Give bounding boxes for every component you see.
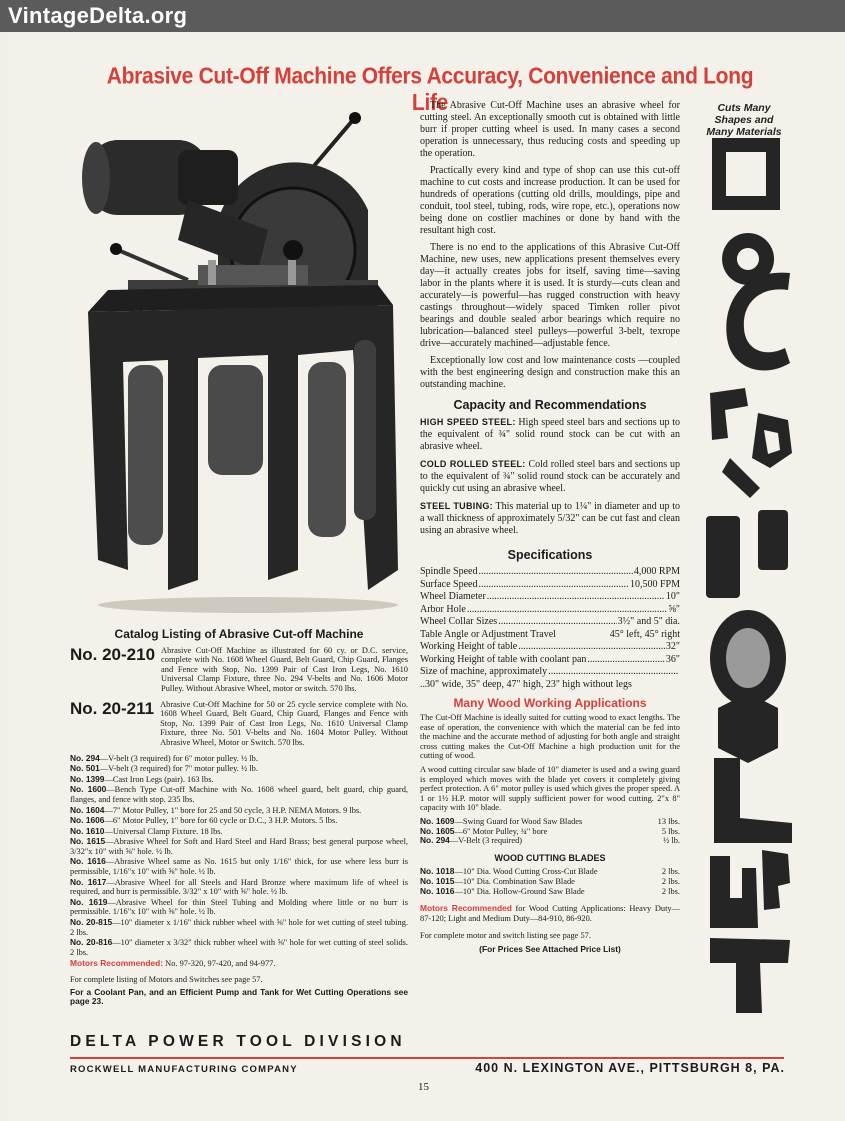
cutoff-machine-photo <box>68 100 404 620</box>
model-number: No. 20-210 <box>70 644 156 664</box>
specifications-heading: Specifications <box>507 548 593 562</box>
spec-row <box>420 641 680 654</box>
catalog-motors-recommended: Motors Recommended: No. 97-320, 97-420, and 94-977. <box>70 958 276 969</box>
t-section-shape <box>710 938 790 1013</box>
part-line: No. 1616—Abrasive Wheel same as No. 1615 but only 1/16" thick, for use where less burr is permissible, 1/16"x 10" with ⅝" hole. ½ lb. <box>70 856 409 877</box>
spec-label: Working Height of table <box>420 641 518 652</box>
specifications-table <box>420 566 680 691</box>
main-text-column <box>420 100 680 958</box>
division-title: DELTA POWER TOOL DIVISION <box>70 1033 406 1050</box>
capacity-item-text: This material up to 1¼" in diameter and up to a wall thickness of approximately 5/32" can be cut fast and clean using an abrasive wheel. <box>420 501 680 536</box>
side-caption-line-1: Cuts Many <box>717 102 771 114</box>
wood-blades-heading: WOOD CUTTING BLADES <box>494 852 606 863</box>
company-address: 400 N. LEXINGTON AVE., PITTSBURGH 8, PA. <box>475 1061 785 1075</box>
intro-paragraph-4: Exceptionally low cost and low maintenance costs —coupled with the best engineering design and construction make this an outstanding machine. <box>420 355 680 390</box>
blade-row: No. 1018 —10" Dia. Wood Cutting Cross-Cut Blade 2 lbs. <box>420 866 680 877</box>
flat-bar-shape-2 <box>758 510 788 570</box>
side-caption-line-3: Many Materials <box>706 126 782 138</box>
bracket-shape <box>710 388 748 440</box>
blade-row: No. 1015 —10" Dia. Combination Saw Blade 2 lbs. <box>420 875 680 886</box>
catalog-heading: Catalog Listing of Abrasive Cut-off Machine <box>114 627 364 641</box>
spec-label: Table Angle or Adjustment Travel <box>420 628 556 640</box>
spec-value: 10" <box>665 591 680 602</box>
sample-cut-shapes <box>700 138 798 1018</box>
spec-row <box>420 629 680 642</box>
catalog-model <box>70 700 408 748</box>
flat-bar-shape <box>706 516 740 598</box>
catalog-parts-list <box>70 754 408 958</box>
wood-paragraph-2: A wood cutting circular saw blade of 10" diameter is used and a swing guard is employed which moves with the blade yet covers it completely giving perfect protection. A 6" motor pulley is used which gives the proper speed. A 1 or 1½ H.P. motor will supply sufficient power for wood cutting. 2"x 8" capacity with 10" blade. <box>420 764 680 813</box>
part-line: No. 20-816—10" diameter x 3/32" thick rubber wheel with ⅝" hole for wet cutting of steel solids. 2 lbs. <box>70 937 408 957</box>
wood-parts-list <box>420 817 680 846</box>
part-line: No. 501—V-belt (3 required) for 7" motor pulley. ½ lb. <box>70 763 258 774</box>
model-description: Abrasive Cut-Off Machine for 50 or 25 cycle service complete with No. 1608 Wheel Guard, Belt Guard, Chip Guard, Flanges and Fence with Stop, No. 1399 Pair of Cast Iron Legs, No. 1610 Universal Clamp Fixture, three No. 501 V-belts and No. 1604 Motor Pulley. Without Abrasive Wheel, Motor or Switch. 570 lbs. <box>160 699 408 747</box>
spec-value: 45° left, 45° right <box>609 628 680 640</box>
spec-value: 10,500 FPM <box>629 578 680 590</box>
part-line: No. 1615—Abrasive Wheel for Soft and Hard Steel and Hard Brass; best general purpose wheel, 3/32"x 10" with ⅝" hole. ½ lb. <box>70 836 408 856</box>
spec-label: Working Height of table with coolant pan <box>420 653 587 665</box>
spec-value: 32" <box>665 641 680 652</box>
site-header-bar <box>0 0 845 32</box>
wood-working-section <box>420 713 680 954</box>
wood-working-heading: Many Wood Working Applications <box>453 696 647 710</box>
spec-row <box>420 579 680 592</box>
model-description: Abrasive Cut-Off Machine as illustrated for 60 cy. or D.C. service, complete with No. 1608 Wheel Guard, Belt Guard, Chip Guard, Flanges and Fence with Stop, No. 1399 Pair of Cast Iron Legs, No. 1610 Universal Clamp Fixture, three No. 294 V-belts and No. 1606 Motor Pulley. Without Abrasive Wheel, motor or switch. 570 lbs. <box>161 645 408 693</box>
capacity-item-lead: COLD ROLLED STEEL: <box>420 459 526 469</box>
spec-label: Wheel Collar Sizes <box>420 616 498 627</box>
spec-label: Wheel Diameter <box>420 591 486 602</box>
spec-row <box>420 666 680 679</box>
spec-label: Surface Speed <box>420 578 478 590</box>
nut-shape <box>752 413 792 468</box>
part-line: No. 294—V-belt (3 required) for 6" motor pulley. ½ lb. <box>70 752 258 763</box>
site-watermark[interactable]: VintageDelta.org <box>8 3 188 28</box>
spec-value: 3½" and 5" dia. <box>617 616 680 627</box>
wood-part-row: No. 1609 —Swing Guard for Wood Saw Blades 13 lbs. <box>420 815 680 826</box>
catalog-complete-listing: For complete listing of Motors and Switches see page 57. <box>70 975 263 984</box>
wood-part-row: No. 1605 —6" Motor Pulley, ¾" bore 5 lbs. <box>420 825 680 836</box>
capacity-heading: Capacity and Recommendations <box>453 398 647 412</box>
wood-complete-listing: For complete motor and switch listing see page 57. <box>420 931 591 941</box>
intro-paragraph-3: There is no end to the applications of this Abrasive Cut-Off Machine, new uses, new applications present themselves every day—it actually creates jobs for itself, saving time—saving labor in the plants where it is used. It is sturdy—cuts clean and accurately—is powerful—has rugged construction with heavy castings throughout—widely spaced Timken roller pivot bearings and double sealed arbor bearings which require no lubrication—balanced steel pulleys—powerful 3-belt, texrope drive—accurately machined—adjustable fence. <box>420 242 680 349</box>
part-line: No. 1619—Abrasive Wheel for thin Steel Tubing and Molding where little or no burr is permissible. 1/16"x 10" with ⅝" hole. ½ lb. <box>70 896 408 917</box>
gear-piece-shape <box>762 850 790 910</box>
capacity-item <box>420 416 680 453</box>
capacity-item <box>420 458 680 495</box>
capacity-item-text: High speed steel bars and sections up to the equivalent of ¾" solid round stock can be cut with an abrasive wheel. <box>420 417 680 452</box>
part-line: No. 1610—Universal Clamp Fixture. 18 lbs. <box>70 825 223 836</box>
spec-value: 36" <box>665 653 680 665</box>
l-angle-shape <box>714 758 792 843</box>
wood-motors-recommended: Motors Recommended for Wood Cutting Applications: Heavy Duty—87-120; Light and Medium Duty—84-910, 86-920. <box>420 903 680 923</box>
spec-row <box>420 566 680 579</box>
part-line: No. 1604—7" Motor Pulley, 1" bore for 25 and 50 cycle, 3 H.P. NEMA Motors. 9 lbs. <box>70 804 362 815</box>
page-headline: Abrasive Cut-Off Machine Offers Accuracy, Convenience and Long Life <box>106 63 754 116</box>
coolant-note: For a Coolant Pan, and an Efficient Pump and Tank for Wet Cutting Operations see page 23. <box>70 986 408 1007</box>
spec-row <box>420 591 680 604</box>
part-line: No. 1600—Bench Type Cut-off Machine with No. 1608 wheel guard, belt guard, chip guard, flanges, and fence with stop. 235 lbs. <box>70 784 408 804</box>
catalog-model <box>70 646 408 694</box>
blade-row: No. 1016 —10" Dia. Hollow-Ground Saw Blade 2 lbs. <box>420 885 680 896</box>
spec-row <box>420 654 680 667</box>
spec-label: Spindle Speed <box>420 566 478 577</box>
capacity-list <box>420 416 680 537</box>
spec-row <box>420 616 680 629</box>
spec-label: Arbor Hole <box>420 603 466 615</box>
capacity-item-text: Cold rolled steel bars and sections up to the equivalent of ¾" solid round stock can be accurately and quickly cut using an abrasive wheel. <box>420 459 680 494</box>
wood-paragraph-1: The Cut-Off Machine is ideally suited for cutting wood to exact lengths. The ease of operation, the convenience with which the material can be fed into the machine and the accurate method of adjusting for both angle and straight cross cutting makes the Cut-Off Machine a high production unit for the cutting of wood. <box>420 713 680 761</box>
spec-value: ⅝" <box>668 603 680 615</box>
wood-blades-list <box>420 867 680 896</box>
part-line: No. 1617—Abrasive Wheel for all Steels and Hard Bronze where maximum life of wheel is required, and burr is permissible. 3/32" x 10" with ⅝" hole. ½ lb. <box>70 876 408 897</box>
capacity-item-lead: HIGH SPEED STEEL: <box>420 417 516 427</box>
capacity-item-lead: STEEL TUBING: <box>420 501 493 511</box>
company-name: ROCKWELL MANUFACTURING COMPANY <box>70 1064 298 1075</box>
intro-paragraph-2: Practically every kind and type of shop can use this cut-off machine to cut costs and increase production. It can be used for hundreds of operations (cutting old drills, mouldings, pipe and conduit, tool steel, tubing, rods, wire rope, etc.), operations now being done on costlier machines or done by hand with the resultant high cost. <box>420 165 680 236</box>
side-caption-line-2: Shapes and <box>714 114 774 126</box>
square-tube-shape <box>712 138 780 210</box>
price-list-note: (For Prices See Attached Price List) <box>479 943 621 954</box>
catalog-listing <box>70 627 409 1007</box>
side-caption <box>694 102 794 138</box>
channel-shape <box>710 856 758 928</box>
spec-value: 4,000 RPM <box>633 566 680 577</box>
wood-part-row: No. 294 —V-Belt (3 required) ½ lb. <box>420 835 680 846</box>
footer-rule <box>70 1057 784 1059</box>
spec-label: Size of machine, approximately <box>420 666 548 677</box>
part-line: No. 20-815—10" diameter x 1/16" thick rubber wheel with ⅝" hole for wet cutting of steel tubing. 2 lbs. <box>70 917 408 937</box>
page-number: 15 <box>418 1081 429 1093</box>
c-hook-shape <box>726 273 790 371</box>
spec-size-line: ..30" wide, 35" deep, 47" high, 23" high without legs <box>420 678 632 690</box>
hex-bar-shape <box>718 693 778 763</box>
angle-shape <box>722 458 760 498</box>
part-line: No. 1606—6" Motor Pulley, 1" bore for 60 cycle or D.C., 3 H.P. Motors. 5 lbs. <box>70 815 338 826</box>
part-line: No. 1399—Cast Iron Legs (pair). 163 lbs. <box>70 773 214 784</box>
capacity-item <box>420 500 680 537</box>
spec-row <box>420 604 680 617</box>
model-number: No. 20-211 <box>70 698 155 718</box>
intro-paragraph-1: The Abrasive Cut-Off Machine uses an abrasive wheel for cutting steel. An exceptionally smooth cut is obtained with little burr if proper cutting wheel is used. In many cases a second operation is unnecessary, thus reducing costs and speeding up the operation. <box>420 100 680 159</box>
